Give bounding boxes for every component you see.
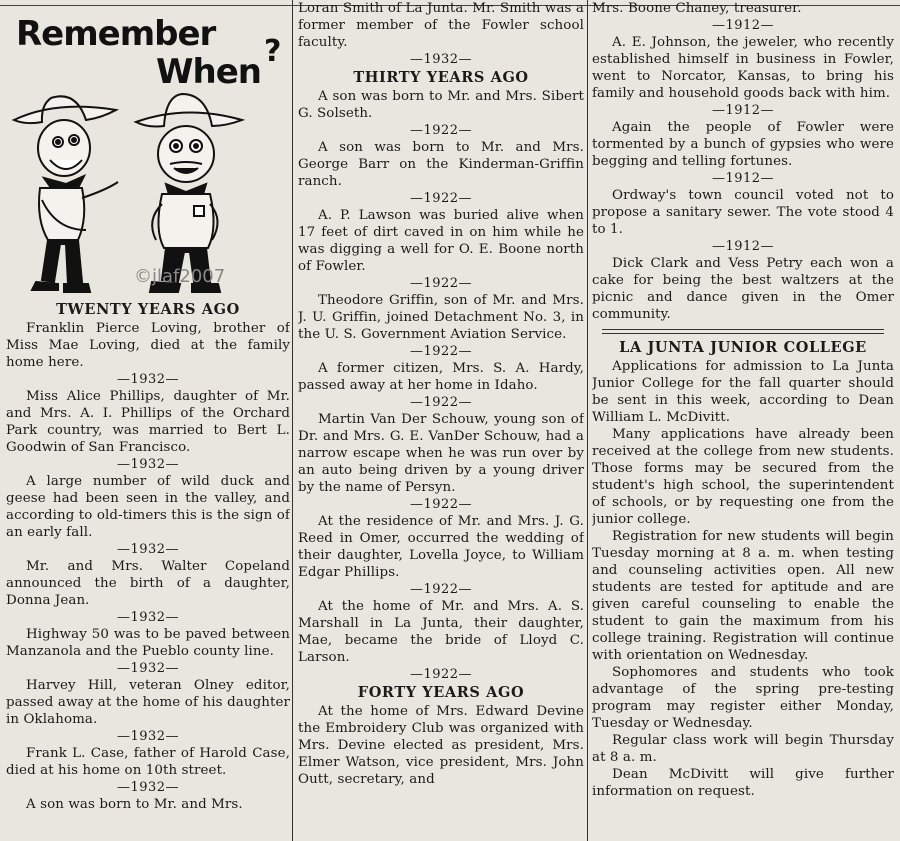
news-item: Frank L. Case, father of Harold Case, died at his home on 10th street. — [6, 746, 290, 778]
news-item: Again the people of Fowler were tormented by a bunch of gypsies who were begging and telling fortunes. — [592, 120, 894, 169]
article-paragraph: Registration for new students will begin Tuesday morning at 8 a. m. when testing and counseling activities open. All new students are tested for aptitude and are given careful counseling to enable the student to gain the maximum from his college training. Registration will continue with orientation on Wednesday. — [592, 529, 894, 663]
remember-when-cartoon — [6, 0, 290, 300]
year-separator: —1912— — [711, 239, 775, 254]
article-paragraph: Dean McDivitt will give further information on request. — [592, 767, 894, 799]
column-rule-1 — [292, 0, 293, 841]
year-separator: —1922— — [409, 497, 473, 512]
news-item: At the home of Mrs. Edward Devine the Embroidery Club was organized with Mrs. Devine elected as president, Mrs. Elmer Watson, vice president, Mrs. John Outt, secretary, and — [298, 704, 584, 787]
column-1 — [6, 0, 290, 841]
year-separator: —1912— — [711, 18, 775, 33]
news-item: Ordway's town council voted not to propose a sanitary sewer. The vote stood 4 to 1. — [592, 188, 894, 237]
news-item: Mr. and Mrs. Walter Copeland announced the birth of a daughter, Donna Jean. — [6, 559, 290, 608]
news-item: A son was born to Mr. and Mrs. George Barr on the Kinderman-Griffin ranch. — [298, 140, 584, 189]
year-separator: —1932— — [116, 542, 180, 557]
column-2 — [298, 0, 584, 841]
title-when: When — [156, 52, 261, 92]
year-separator: —1912— — [711, 103, 775, 118]
news-item: Miss Alice Phillips, daughter of Mr. and Mrs. A. I. Phillips of the Orchard Park country, was married to Bert L. Goodwin of San Francisco. — [6, 389, 290, 455]
news-item: Highway 50 was to be paved between Manzanola and the Pueblo county line. — [6, 627, 290, 659]
news-item: At the home of Mr. and Mrs. A. S. Marshall in La Junta, their daughter, Mae, became the bride of Lloyd C. Larson. — [298, 599, 584, 665]
news-item: Harvey Hill, veteran Olney editor, passed away at the home of his daughter in Oklahoma. — [6, 678, 290, 727]
year-separator: —1922— — [409, 191, 473, 206]
year-separator: —1932— — [116, 610, 180, 625]
news-item: A son was born to Mr. and Mrs. Sibert G. Solseth. — [298, 89, 584, 121]
year-separator: —1932— — [116, 661, 180, 676]
news-item: A former citizen, Mrs. S. A. Hardy, passed away at her home in Idaho. — [298, 361, 584, 393]
year-separator: —1932— — [116, 457, 180, 472]
heading-thirty-years-ago: THIRTY YEARS AGO — [353, 69, 529, 86]
news-item: Theodore Griffin, son of Mr. and Mrs. J. U. Griffin, joined Detachment No. 3, in the U. S. Government Aviation Service. — [298, 293, 584, 342]
year-separator: —1932— — [116, 372, 180, 387]
year-separator: —1932— — [116, 780, 180, 795]
heading-la-junta-junior-college: LA JUNTA JUNIOR COLLEGE — [619, 339, 867, 356]
column-3 — [592, 0, 894, 841]
year-separator: —1922— — [409, 344, 473, 359]
news-item: A. P. Lawson was buried alive when 17 feet of dirt caved in on him while he was digging a well for O. E. Boone north of Fowler. — [298, 208, 584, 274]
news-item: A. E. Johnson, the jeweler, who recently established himself in business in Fowler, went to Norcator, Kansas, to bring his family and household goods back with him. — [592, 35, 894, 101]
article-paragraph: Sophomores and students who took advantage of the spring pre-testing program may register either Monday, Tuesday or Wednesday. — [592, 665, 894, 731]
column-rule-2 — [587, 0, 588, 841]
news-item: Dick Clark and Vess Petry each won a cake for being the best waltzers at the picnic and dance given in the Omer community. — [592, 256, 894, 322]
year-separator: —1922— — [409, 667, 473, 682]
year-separator: —1922— — [409, 395, 473, 410]
news-item: Franklin Pierce Loving, brother of Miss Mae Loving, died at the family home here. — [6, 321, 290, 370]
year-separator: —1932— — [116, 729, 180, 744]
heading-twenty-years-ago: TWENTY YEARS AGO — [56, 301, 240, 318]
news-item-continued: Loran Smith of La Junta. Mr. Smith was a former member of the Fowler school faculty. — [298, 1, 584, 50]
watermark: ©jlaf2007 — [134, 266, 226, 287]
article-paragraph: Regular class work will begin Thursday at 8 a. m. — [592, 733, 894, 765]
article-paragraph: Applications for admission to La Junta Junior College for the fall quarter should be sent in this week, according to Dean William L. McDivitt. — [592, 359, 894, 425]
news-item: A son was born to Mr. and Mrs. — [26, 797, 243, 812]
article-paragraph: Many applications have already been received at the college from new students. Those forms may be secured from the student's high school, the superintendent of schools, or by requesting one from the junior college. — [592, 427, 894, 527]
heading-forty-years-ago: FORTY YEARS AGO — [357, 684, 525, 701]
news-item-continued: Mrs. Boone Chaney, treasurer. — [592, 1, 802, 16]
year-separator: —1922— — [409, 276, 473, 291]
title-question-mark: ? — [264, 34, 282, 69]
year-separator: —1912— — [711, 171, 775, 186]
section-rule — [602, 329, 884, 334]
news-item: At the residence of Mr. and Mrs. J. G. Reed in Omer, occurred the wedding of their daughter, Lovella Joyce, to William Edgar Phillips. — [298, 514, 584, 580]
year-separator: —1932— — [409, 52, 473, 67]
year-separator: —1922— — [409, 582, 473, 597]
title-remember: Remember — [16, 14, 216, 54]
news-item: Martin Van Der Schouw, young son of Dr. and Mrs. G. E. VanDer Schouw, had a narrow escape when he was run over by an auto being driven by a young driver by the name of Persyn. — [298, 412, 584, 495]
news-item: A large number of wild duck and geese had been seen in the valley, and according to old-timers this is the sign of an early fall. — [6, 474, 290, 540]
year-separator: —1922— — [409, 123, 473, 138]
